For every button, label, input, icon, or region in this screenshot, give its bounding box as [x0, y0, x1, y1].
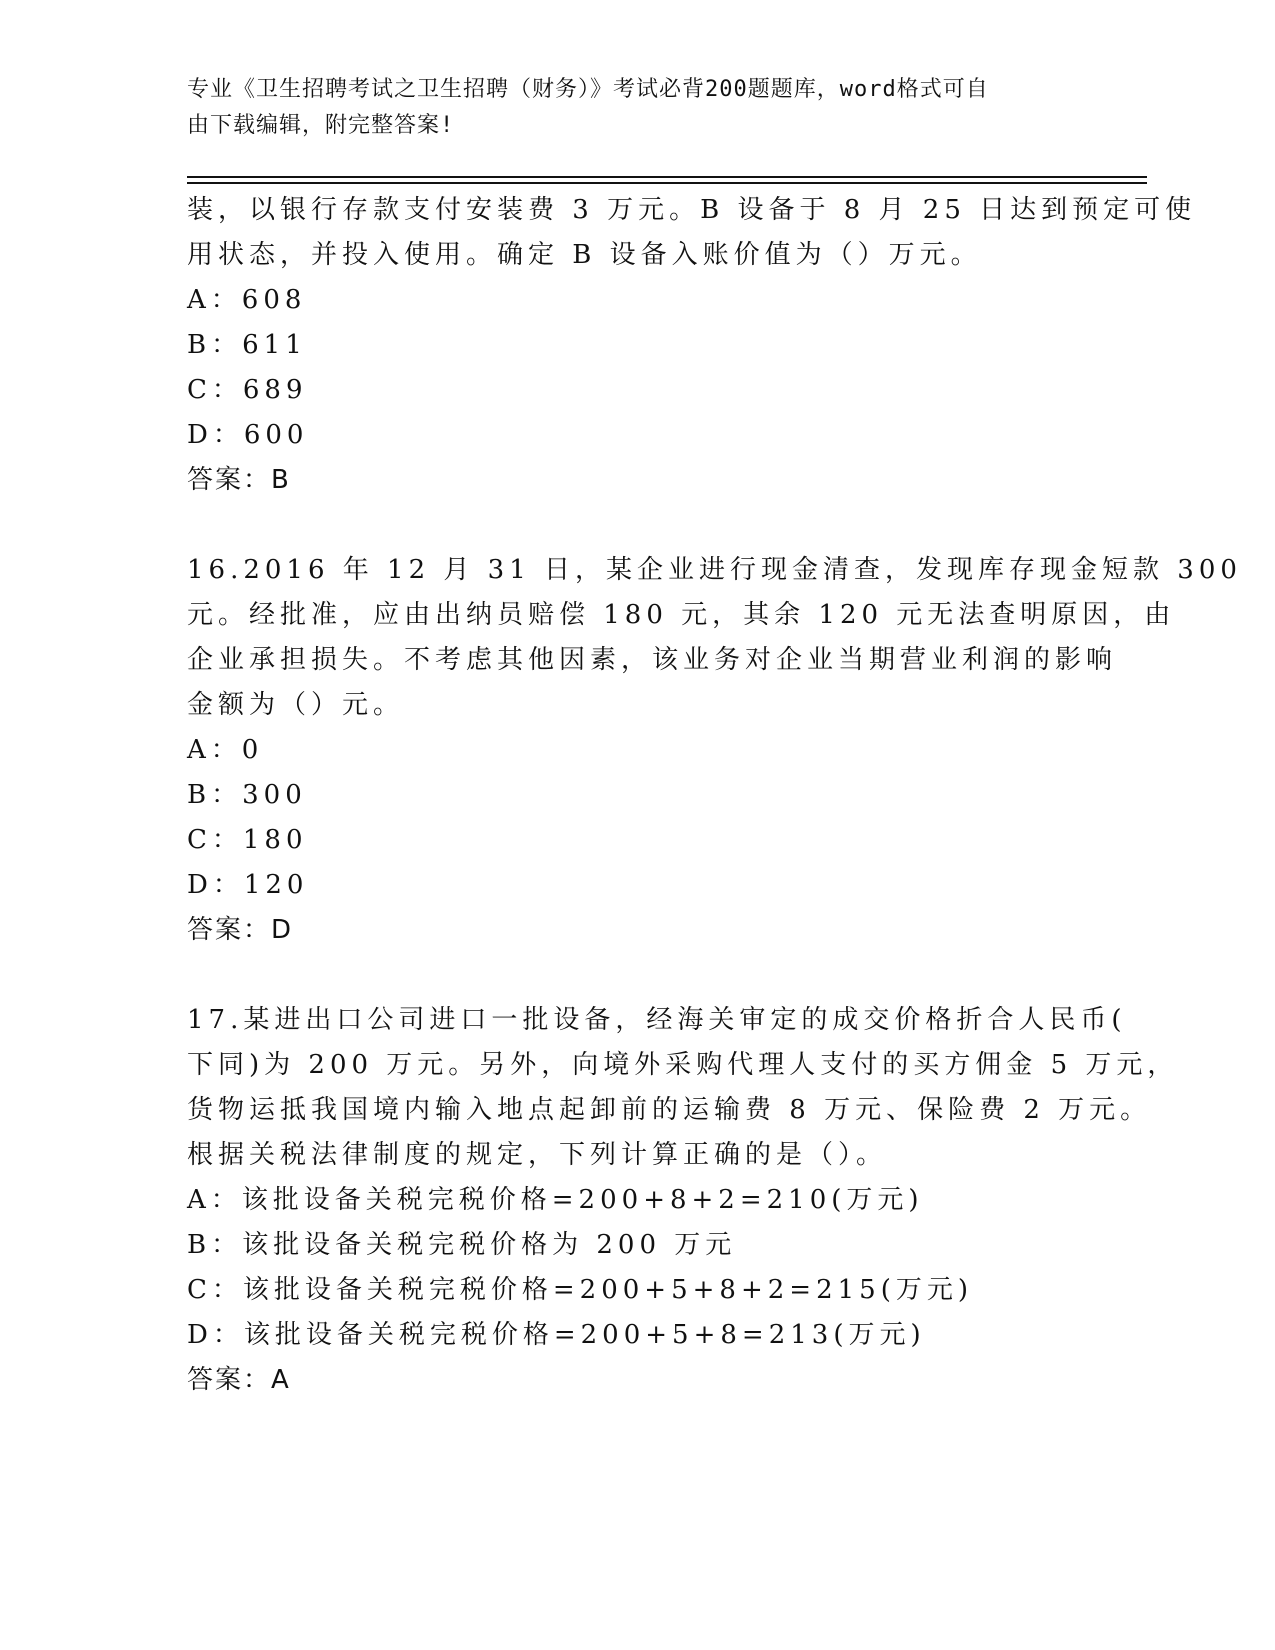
question-text-line: 17.某进出口公司进口一批设备，经海关审定的成交价格折合人民币( — [187, 1005, 1127, 1035]
option-c: C：该批设备关税完税价格=200+5+8+2=215(万元) — [187, 1275, 973, 1305]
option-a: A：608 — [187, 285, 307, 315]
header-divider-bottom — [187, 182, 1147, 184]
header-line-2: 由下载编辑，附完整答案! — [187, 113, 455, 138]
header-line-1: 专业《卫生招聘考试之卫生招聘（财务）》考试必背200题题库，word格式可自 — [187, 77, 989, 102]
question-text-line: 企业承担损失。不考虑其他因素，该业务对企业当期营业利润的影响 — [187, 645, 1118, 675]
question-list — [187, 188, 1242, 1403]
question-text-line: 根据关税法律制度的规定，下列计算正确的是（）。 — [187, 1140, 888, 1170]
header-divider-top — [187, 176, 1147, 178]
question-text-line: 用状态，并投入使用。确定 B 设备入账价值为（）万元。 — [187, 240, 982, 270]
question-16 — [187, 548, 1242, 953]
question-text-line: 下同)为 200 万元。另外，向境外采购代理人支付的买方佣金 5 万元， — [187, 1050, 1179, 1080]
option-c: C：180 — [187, 825, 308, 855]
question-text-line: 货物运抵我国境内输入地点起卸前的运输费 8 万元、保险费 2 万元。 — [187, 1095, 1152, 1125]
question-text-line: 16.2016 年 12 月 31 日，某企业进行现金清查，发现库存现金短款 300 — [187, 555, 1242, 585]
document-header — [187, 72, 1067, 144]
question-15 — [187, 188, 1197, 503]
answer-line: 答案：B — [187, 465, 291, 495]
answer-line: 答案：D — [187, 915, 294, 945]
option-d: D：600 — [187, 420, 309, 450]
option-b: B：该批设备关税完税价格为 200 万元 — [187, 1230, 737, 1260]
question-text-line: 金额为（）元。 — [187, 690, 405, 720]
question-text-line: 装，以银行存款支付安装费 3 万元。B 设备于 8 月 25 日达到预定可使 — [187, 195, 1197, 225]
option-b: B：611 — [187, 330, 307, 360]
option-c: C：689 — [187, 375, 308, 405]
option-a: A：0 — [187, 735, 264, 765]
question-text-line: 元。经批准，应由出纳员赔偿 180 元，其余 120 元无法查明原因，由 — [187, 600, 1176, 630]
question-spacer — [187, 503, 1087, 548]
option-d: D：该批设备关税完税价格=200+5+8=213(万元) — [187, 1320, 926, 1350]
option-b: B：300 — [187, 780, 307, 810]
question-17 — [187, 998, 1179, 1403]
option-a: A：该批设备关税完税价格=200+8+2=210(万元) — [187, 1185, 924, 1215]
question-spacer — [187, 953, 1087, 998]
option-d: D：120 — [187, 870, 309, 900]
answer-line: 答案：A — [187, 1365, 291, 1395]
